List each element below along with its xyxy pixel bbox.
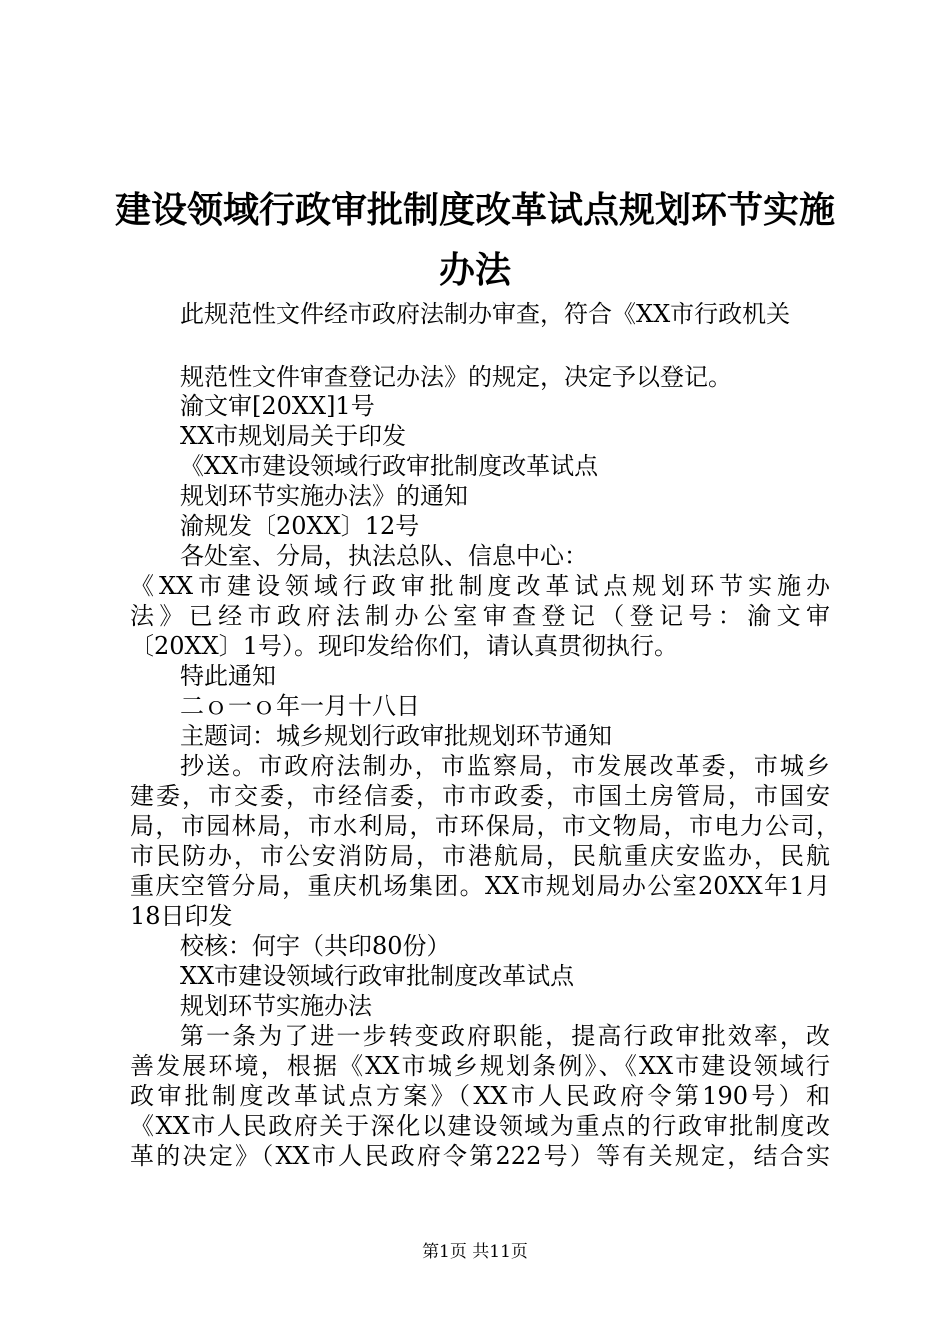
- text-line: 建委，市交委，市经信委，市市政委，市国土房管局，市国安: [130, 782, 830, 810]
- text-line: 第一条为了进一步转变政府职能，提高行政审批效率，改: [180, 1022, 830, 1050]
- text-line: 革的决定》（XX市人民政府令第222号）等有关规定，结合实: [130, 1142, 830, 1170]
- page-footer: 第1页 共11页: [422, 1242, 528, 1262]
- text-line: 〔20XX〕1号）。现印发给你们，请认真贯彻执行。: [130, 632, 678, 660]
- text-line: 校核：何宇（共印80份）: [180, 932, 451, 960]
- text-line: 渝规发〔20XX〕12号: [180, 512, 420, 540]
- text-line: 主题词：城乡规划行政审批规划环节通知: [180, 722, 612, 750]
- text-line: 局，市园林局，市水利局，市环保局，市文物局，市电力公司，: [130, 812, 840, 840]
- text-line: 《XX市建设领域行政审批制度改革试点: [180, 452, 599, 480]
- text-line: 法》已经市政府法制办公室审查登记（登记号：渝文审: [130, 602, 830, 630]
- text-line: 《XX市人民政府关于深化以建设领域为重点的行政审批制度改: [130, 1112, 830, 1140]
- text-line: XX市规划局关于印发: [180, 422, 407, 450]
- text-line: 市民防办，市公安消防局，市港航局，民航重庆安监办，民航: [130, 842, 830, 870]
- text-line: 《XX市建设领域行政审批制度改革试点规划环节实施办: [130, 572, 830, 600]
- text-line: 此规范性文件经市政府法制办审查，符合《XX市行政机关: [180, 300, 791, 328]
- text-line: 18日印发: [130, 902, 233, 930]
- text-line: 渝文审[20XX]1号: [180, 392, 375, 420]
- text-line: 规划环节实施办法》的通知: [180, 482, 468, 510]
- document-title-line-1: 建设领域行政审批制度改革试点规划环节实施: [114, 189, 835, 231]
- text-line: 规范性文件审查登记办法》的规定，决定予以登记。: [180, 363, 732, 391]
- text-line: 特此通知: [180, 662, 276, 690]
- text-line: 政审批制度改革试点方案》（XX市人民政府令第190号）和: [130, 1082, 830, 1110]
- text-line: 规划环节实施办法: [180, 992, 372, 1020]
- text-line: 二ｏ一ｏ年一月十八日: [180, 692, 420, 720]
- text-line: 抄送。市政府法制办，市监察局，市发展改革委，市城乡: [180, 752, 830, 780]
- text-line: 各处室、分局，执法总队、信息中心：: [180, 542, 588, 570]
- text-line: XX市建设领域行政审批制度改革试点: [180, 962, 575, 990]
- text-line: 重庆空管分局，重庆机场集团。XX市规划局办公室20XX年1月: [130, 872, 830, 900]
- document-title-line-2: 办法: [438, 249, 511, 291]
- text-line: 善发展环境，根据《XX市城乡规划条例》、《XX市建设领域行: [130, 1052, 830, 1080]
